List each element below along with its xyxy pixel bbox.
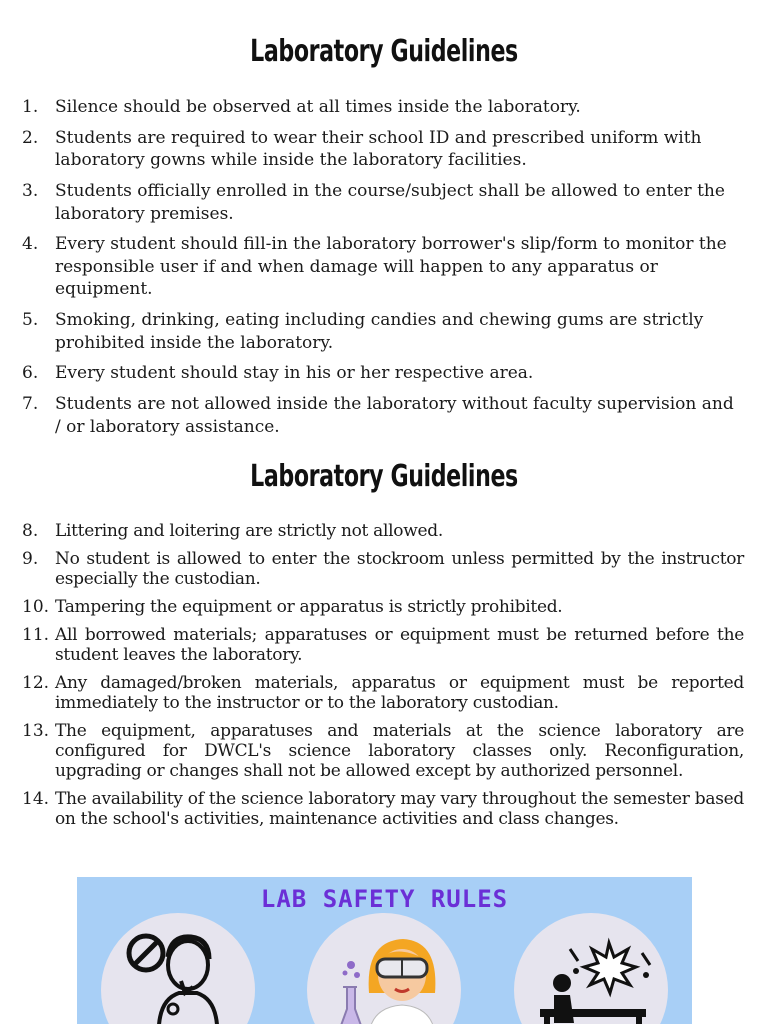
item-number: 8.	[22, 521, 39, 541]
item-number: 5.	[22, 310, 39, 331]
item-text: Any damaged/broken materials, apparatus or equipment must be reported immediately to the instructor or to the laboratory custodian.	[55, 673, 744, 713]
item-number: 1.	[22, 97, 39, 117]
item-text: Every student should stay in his or her respective area.	[55, 363, 534, 384]
list-item	[22, 233, 744, 301]
banner-title: LAB SAFETY RULES	[260, 885, 509, 913]
item-text: Students are not allowed inside the laboratory without faculty supervision and / or laboratory assistance.	[55, 394, 734, 437]
list-item	[22, 96, 744, 119]
item-number: 9.	[22, 549, 39, 569]
item-number: 13.	[22, 721, 50, 741]
list-item	[22, 180, 744, 225]
item-number: 7.	[22, 394, 39, 415]
lab-explosion-icon	[514, 913, 668, 1024]
item-text: Tampering the equipment or apparatus is strictly prohibited.	[55, 597, 563, 617]
item-text: Every student should fill-in the laboratory borrower's slip/form to monitor the responsible user if and when damage will happen to any apparatus or equipment.	[55, 234, 727, 300]
item-text: Littering and loitering are strictly not allowed.	[55, 521, 443, 541]
item-number: 2.	[22, 127, 39, 148]
list-item	[22, 393, 744, 438]
item-text: No student is allowed to enter the stockroom unless permitted by the instructor especially the custodian.	[55, 549, 744, 589]
list-item	[22, 127, 744, 172]
lab-safety-banner	[77, 877, 692, 1024]
list-item	[22, 549, 744, 589]
item-text: The equipment, apparatuses and materials at the science laboratory are configured for DWCL's science laboratory classes only. Reconfiguration, upgrading or changes shall not be allowed except by authorized personnel.	[55, 721, 744, 781]
list-item	[22, 625, 744, 665]
item-text: Students are required to wear their school ID and prescribed uniform with laboratory gowns while inside the laboratory facilities.	[55, 127, 702, 171]
guidelines-list-2	[22, 521, 744, 837]
item-number: 3.	[22, 181, 39, 202]
item-number: 6.	[22, 363, 39, 384]
item-number: 11.	[22, 625, 50, 645]
list-item	[22, 521, 744, 541]
item-number: 4.	[22, 234, 39, 255]
list-item	[22, 362, 744, 385]
list-item	[22, 789, 744, 829]
list-item	[22, 673, 744, 713]
scientist-with-goggles-icon	[307, 913, 461, 1024]
list-item	[22, 309, 744, 354]
no-eating-person-icon	[101, 913, 255, 1024]
item-number: 12.	[22, 673, 50, 693]
guidelines-list-1	[22, 96, 744, 447]
item-text: Students officially enrolled in the course/subject shall be allowed to enter the laboratory premises.	[55, 181, 725, 224]
item-text: The availability of the science laboratory may vary throughout the semester based on the school's activities, maintenance activities and class changes.	[55, 789, 744, 829]
item-number: 14.	[22, 789, 50, 809]
section-title-2: Laboratory Guidelines	[250, 459, 518, 494]
section-title-1: Laboratory Guidelines	[250, 34, 518, 69]
item-text: Silence should be observed at all times inside the laboratory.	[55, 97, 581, 117]
list-item	[22, 721, 744, 781]
item-text: All borrowed materials; apparatuses or equipment must be returned before the student leaves the laboratory.	[55, 625, 744, 665]
item-number: 10.	[22, 597, 50, 617]
list-item	[22, 597, 744, 617]
item-text: Smoking, drinking, eating including candies and chewing gums are strictly prohibited inside the laboratory.	[55, 310, 704, 353]
